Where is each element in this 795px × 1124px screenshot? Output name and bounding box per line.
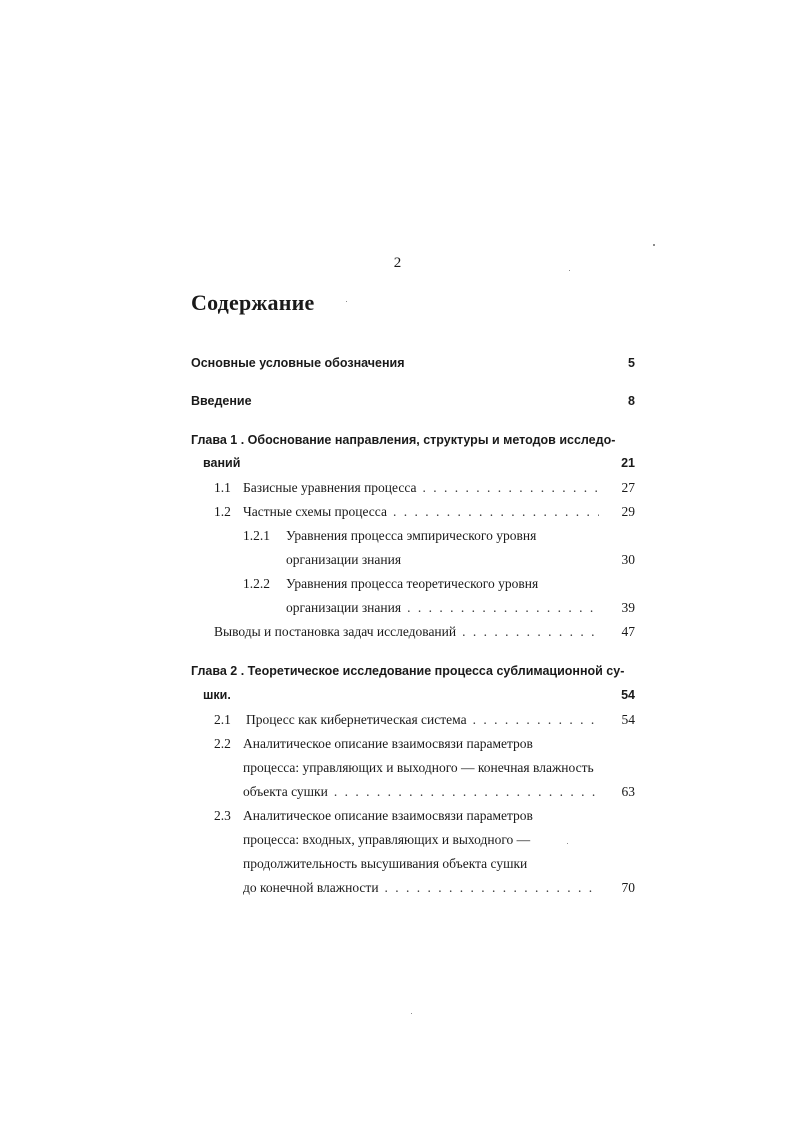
toc-section-number: 1.2.1 [243, 528, 270, 543]
toc-entry-2-2-cont: процесса: управляющих и выходного — конечная влажность [243, 760, 594, 775]
toc-page: 27 [621, 480, 635, 495]
toc-entry-text: организации знания [286, 600, 402, 615]
toc-entry-conclusions [214, 623, 605, 641]
dot-leader [462, 623, 599, 641]
toc-entry-text: объекта сушки [243, 784, 328, 799]
toc-entry-chapter-2: Глава 2 . Теоретическое исследование процесса сублимационной су- [191, 664, 625, 678]
toc-entry-introduction: Введение [191, 394, 252, 408]
toc-entry-2-2: Аналитическое описание взаимосвязи параметров [243, 736, 533, 751]
toc-entry-2-2-cont2 [243, 783, 605, 801]
toc-page: 29 [621, 504, 635, 519]
dot-leader [473, 711, 599, 729]
toc-entry-2-3-cont: процесса: входных, управляющих и выходного — [243, 832, 531, 847]
dot-leader [334, 783, 599, 801]
dot-leader [393, 503, 599, 521]
toc-entry-text: Процесс как кибернетическая система [246, 712, 467, 727]
toc-entry-text: Базисные уравнения процесса [243, 480, 417, 495]
toc-entry-1-2 [243, 503, 605, 521]
toc-entry-chapter-1-cont: ваний [203, 456, 241, 470]
toc-entry-2-3: Аналитическое описание взаимосвязи параметров [243, 808, 533, 823]
toc-page: 8 [628, 394, 635, 408]
toc-page: 54 [621, 712, 635, 727]
toc-entry-1-1 [243, 479, 605, 497]
toc-entry-text: Частные схемы процесса [243, 504, 387, 519]
toc-entry-1-2-2-cont [286, 599, 605, 617]
toc-page: 54 [621, 688, 635, 702]
toc-page: 47 [621, 624, 635, 639]
toc-page: 5 [628, 356, 635, 370]
toc-entry-text: до конечной влажности [243, 880, 379, 895]
toc-page: 63 [621, 784, 635, 799]
toc-entry-1-2-1-cont: организации знания [286, 552, 402, 567]
toc-entry-1-2-1: Уравнения процесса эмпирического уровня [286, 528, 537, 543]
toc-page: 30 [621, 552, 635, 567]
toc-entry-1-2-2: Уравнения процесса теоретического уровня [286, 576, 539, 591]
toc-entry-2-3-cont2: продолжительность высушивания объекта сушки [243, 856, 528, 871]
toc-section-number: 2.1 [214, 712, 231, 727]
toc-section-number: 1.2.2 [243, 576, 270, 591]
toc-entry-text: Выводы и постановка задач исследований [214, 624, 457, 639]
toc-page: 21 [621, 456, 635, 470]
dot-leader [385, 879, 599, 897]
page-number: 2 [393, 255, 402, 271]
dot-leader [423, 479, 600, 497]
toc-entry-notation: Основные условные обозначения [191, 356, 405, 370]
scan-speck [653, 244, 655, 246]
toc-page: 70 [621, 880, 635, 895]
toc-section-number: 2.3 [214, 808, 231, 823]
toc-section-number: 2.2 [214, 736, 231, 751]
scan-speck [567, 843, 568, 844]
toc-entry-chapter-1: Глава 1 . Обоснование направления, структуры и методов исследо- [191, 433, 616, 447]
scan-speck [569, 270, 570, 271]
scan-speck [346, 301, 347, 302]
toc-entry-2-3-cont3 [243, 879, 605, 897]
toc-section-number: 1.1 [214, 480, 231, 495]
scan-speck [411, 1013, 412, 1014]
page-title: Содержание [191, 290, 315, 315]
toc-section-number: 1.2 [214, 504, 231, 519]
toc-entry-chapter-2-cont: шки. [203, 688, 231, 702]
dot-leader [407, 599, 599, 617]
toc-page: 39 [621, 600, 635, 615]
toc-entry-2-1 [246, 711, 605, 729]
